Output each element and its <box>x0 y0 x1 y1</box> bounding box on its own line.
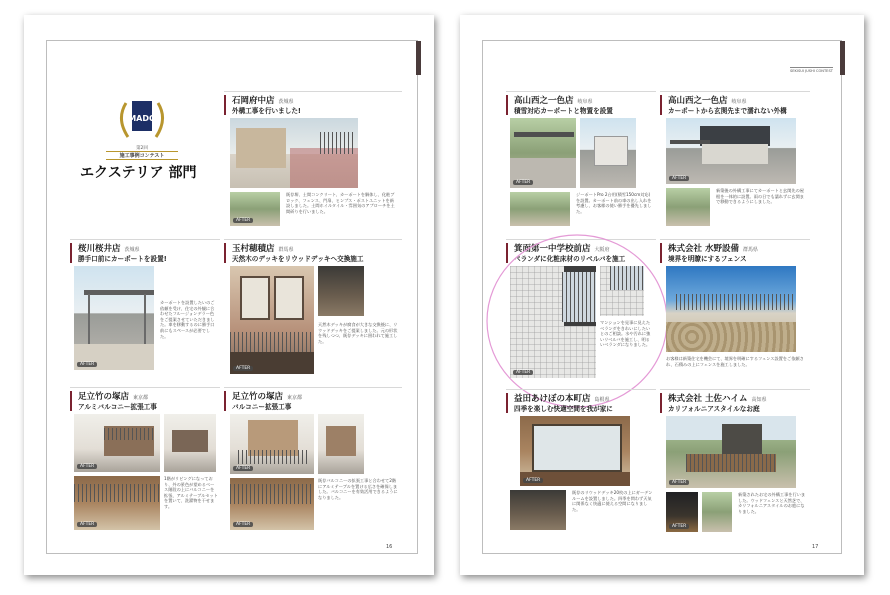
case-card <box>660 389 810 540</box>
card-accent-bar <box>660 95 662 115</box>
case-photo-before <box>666 492 698 532</box>
case-subtitle: ベランダに化粧床材のリベルバを施工 <box>514 255 626 263</box>
shop-location: 茨城県 <box>278 99 294 105</box>
case-description: ジーポートPro 2台用(積雪150cm対応)を設置。カーポート前の車の出し入れを考慮し、お客様の使い勝手を優先しました。 <box>576 192 652 214</box>
card-accent-bar <box>506 95 508 115</box>
shop-location: 島根県 <box>594 397 610 403</box>
case-subtitle: 四季を楽しむ快適空間を我が家に <box>514 405 613 413</box>
after-label: AFTER <box>669 480 689 485</box>
case-description: 天然木デッキが腐食が大きな交換後に、リウッドデッキをご提案しました。元の形状を残しつつ、既存デッキに囲われて施工した。 <box>318 322 398 344</box>
case-photo-main <box>510 118 576 188</box>
after-label: AFTER <box>233 522 253 527</box>
card-accent-bar <box>70 391 72 411</box>
after-label: AFTER <box>513 370 533 375</box>
shop-location: 岐阜県 <box>577 99 593 105</box>
after-label: AFTER <box>523 478 543 483</box>
shop-location: 東京都 <box>287 395 303 401</box>
shop-name-text: 玉村穂積店 <box>232 244 275 254</box>
after-label: AFTER <box>77 464 97 469</box>
case-photo-detail <box>702 492 732 532</box>
logo-badge-text: MADO <box>128 114 156 123</box>
page-tab-marker <box>840 41 845 75</box>
case-photo-main <box>230 414 314 474</box>
case-photo-before <box>580 118 636 188</box>
case-photo-detail <box>74 476 160 530</box>
case-subtitle: アルミバルコニー拡張工事 <box>78 403 157 411</box>
case-description: 既存のリウッドデッキ20枚の上にガーデンルームを設置しました。四季を問わず天気に関係なく快適に使える空間になりました。 <box>572 490 653 512</box>
after-label: AFTER <box>233 366 253 371</box>
case-photo-main <box>666 266 796 352</box>
laurel-badge-icon <box>112 95 172 147</box>
case-subtitle: 境界を明瞭にするフェンス <box>668 255 747 263</box>
contest-logo <box>112 95 172 159</box>
shop-location: 高知県 <box>751 397 767 403</box>
shop-location: 群馬県 <box>742 247 758 253</box>
after-label: AFTER <box>513 180 533 185</box>
case-photo-main <box>666 118 796 184</box>
case-photo-main <box>230 266 314 374</box>
card-accent-bar <box>224 95 226 115</box>
shop-location: 岐阜県 <box>731 99 747 105</box>
case-photo-before <box>666 188 710 226</box>
card-accent-bar <box>660 243 662 263</box>
shop-name-text: 株式会社 水野設備 <box>668 244 739 254</box>
case-subtitle: カーポートから玄関先まで濡れない外構 <box>668 107 787 115</box>
header-label: SEKISUI JUSHI CONTEST <box>790 69 833 73</box>
card-accent-bar <box>660 393 662 413</box>
shop-name-text: 高山西之一色店 <box>668 96 728 106</box>
case-photo-before <box>318 266 364 316</box>
case-card <box>506 389 656 540</box>
case-photo-detail <box>230 478 314 530</box>
after-label: AFTER <box>77 362 97 367</box>
case-subtitle: 勝手口前にカーポートを設置! <box>78 255 167 263</box>
case-photo-before <box>318 414 364 474</box>
category-title: エクステリア 部門 <box>80 165 197 181</box>
case-description: カーポートを設置したいのご依頼を受け、住宅の外観に合わせたフルージョンデラー色をご提案させていただきました。車を移動するのに勝手口前にもスペースが必要でした。 <box>160 300 215 339</box>
shop-location: 大阪府 <box>594 247 610 253</box>
shop-name-text: 箕面第一中学校前店 <box>514 244 591 254</box>
after-label: AFTER <box>233 218 253 223</box>
case-photo-before <box>510 490 566 530</box>
case-description: 既存バルコニーの拡張工事と合わせて2階にアルミテーブルを置ける広さを確保しました。バルコニーを有効活用できるようになりました。 <box>318 478 398 500</box>
logo-caption-line2: 施工事例コンテスト <box>106 151 178 160</box>
shop-location: 茨城県 <box>124 247 140 253</box>
shop-location: 東京都 <box>133 395 149 401</box>
after-label: AFTER <box>669 176 689 181</box>
card-accent-bar <box>224 243 226 263</box>
shop-name-text: 高山西之一色店 <box>514 96 574 106</box>
page-tab-marker <box>416 41 421 75</box>
shop-name-text: 足立竹の塚店 <box>232 392 284 402</box>
case-subtitle: 天然木のデッキをリウッドデッキへ交換施工 <box>232 255 364 263</box>
case-photo-main <box>666 416 796 488</box>
case-card <box>660 239 810 386</box>
shop-name-text: 足立竹の塚店 <box>78 392 130 402</box>
shop-name-text: 益田あけぼの本町店 <box>514 394 591 404</box>
case-subtitle: カリフォルニアスタイルなお庭 <box>668 405 760 413</box>
case-card <box>506 91 656 232</box>
case-card <box>70 387 220 538</box>
left-magazine-page <box>24 15 434 575</box>
shop-name-text: 株式会社 土佐ハイム <box>668 394 748 404</box>
case-card <box>660 91 810 232</box>
case-photo-detail <box>510 192 570 226</box>
highlight-circle <box>482 231 672 411</box>
logo-caption-line1: 第2回 <box>136 146 148 151</box>
card-accent-bar <box>224 391 226 411</box>
page-number: 16 <box>386 544 393 550</box>
shop-name-text: 桜川桜井店 <box>78 244 121 254</box>
case-description: 新築されたお宅の外構工事を行いました。ウッドフェンスと天然芝で、カリフォルニアスタイルのお庭になりました。 <box>738 492 806 514</box>
after-label: AFTER <box>233 466 253 471</box>
case-description: 1階がリビングになっており、外の景色が望めるベース階段の上にバルコニーを拡張、アルミテーブルセットを置いて、洗濯物を干せます。 <box>164 476 218 509</box>
case-photo-main <box>74 266 154 370</box>
shop-location: 群馬県 <box>278 247 294 253</box>
right-magazine-page <box>460 15 864 575</box>
shop-name-text: 石岡府中店 <box>232 96 275 106</box>
case-photo-before <box>230 192 280 226</box>
case-description: 既存塀、土間コンクリート、カーポートを解体し、化粧ブロック、フェンス、門扉、ヒンプス・ポストユニットを新設しました。土間ホイルタイル・雰囲気のアプローチを土間斫りを行いました。 <box>286 192 395 214</box>
after-label: AFTER <box>77 522 97 527</box>
case-card <box>224 387 402 538</box>
page-number: 17 <box>812 544 819 550</box>
card-accent-bar <box>70 243 72 263</box>
card-accent-bar <box>506 393 508 413</box>
case-photo-before <box>164 414 216 472</box>
case-subtitle: 外構工事を行いました! <box>232 107 301 115</box>
case-photo-main <box>230 118 358 188</box>
case-subtitle: 積雪対応カーポートと物置を設置 <box>514 107 613 115</box>
after-label: AFTER <box>669 524 689 529</box>
case-description: お客様は新築住宅を機会にて、境界を明確にするフェンス設置をご依頼され、石積みの上にフェンスを施工しました。 <box>666 356 804 367</box>
case-subtitle: バルコニー拡張工事 <box>232 403 292 411</box>
case-card <box>224 91 402 232</box>
case-photo-main <box>74 414 160 472</box>
case-card <box>224 239 402 380</box>
case-photo-main <box>520 416 630 486</box>
case-description: マンションを見事に見えたベランダをきれいにしたいとのご相談。水や汚れに強いリベルバを施工し、明るいベランダになりました。 <box>600 320 651 348</box>
case-description: 新築後の外構工事にてカーポートと玄関先の屋根を一体的に設置。雨の日でも濡れずに玄関まで移動できるようにしました。 <box>716 188 804 205</box>
case-card <box>70 239 220 380</box>
